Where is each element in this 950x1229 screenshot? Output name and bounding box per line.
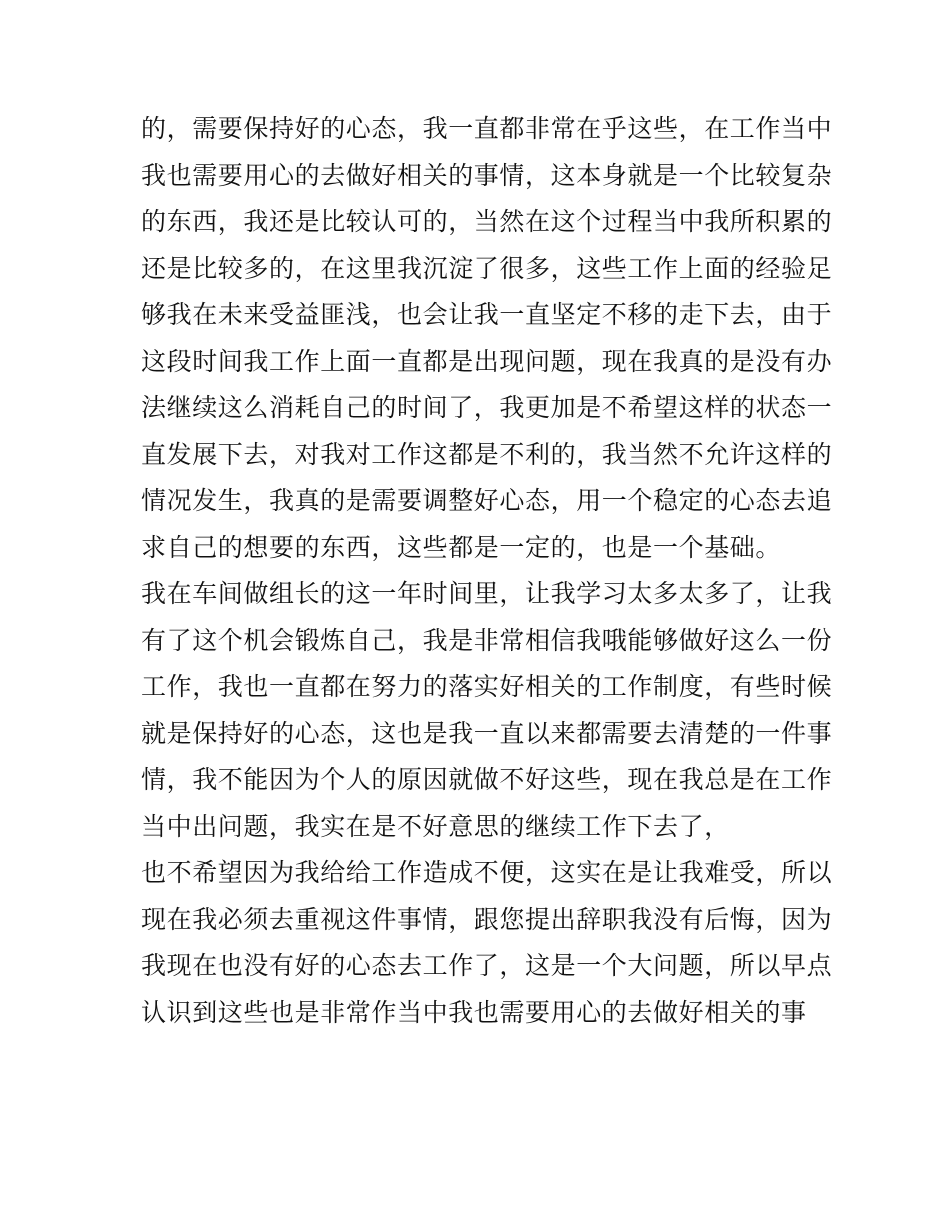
document-body	[141, 106, 833, 1036]
text-line-6: 这段时间我工作上面一直都是出现问题，现在我真的是没有办	[141, 346, 833, 376]
text-line-13: 工作，我也一直都在努力的落实好相关的工作制度，有些时候	[141, 672, 833, 701]
text-line-1: 的，需要保持好的心态，我一直都非常在乎这些，在工作当中	[141, 114, 833, 143]
text-line-17: 也不希望因为我给给工作造成不便，这实在是让我难受，所以	[141, 858, 833, 887]
text-line-10: 求自己的想要的东西，这些都是一定的，也是一个基础。	[141, 532, 782, 562]
text-line-15: 情，我不能因为个人的原因就做不好这些，现在我总是在工作	[141, 765, 833, 794]
text-line-16: 当中出问题，我实在是不好意思的继续工作下去了，	[141, 811, 730, 841]
text-line-2: 我也需要用心的去做好相关的事情，这本身就是一个比较复杂	[141, 160, 833, 190]
text-line-5: 够我在未来受益匪浅，也会让我一直坚定不移的走下去，由于	[141, 300, 833, 329]
text-line-11: 我在车间做组长的这一年时间里，让我学习太多太多了，让我	[141, 579, 833, 608]
text-line-4: 还是比较多的，在这里我沉淀了很多，这些工作上面的经验足	[141, 253, 833, 283]
text-line-3: 的东西，我还是比较认可的，当然在这个过程当中我所积累的	[141, 207, 833, 236]
text-line-20: 认识到这些也是非常作当中我也需要用心的去做好相关的事	[141, 997, 807, 1027]
text-line-9: 情况发生，我真的是需要调整好心态，用一个稳定的心态去追	[141, 486, 833, 515]
text-line-14: 就是保持好的心态，这也是我一直以来都需要去清楚的一件事	[141, 718, 833, 748]
text-line-19: 我现在也没有好的心态去工作了，这是一个大问题，所以早点	[141, 951, 833, 980]
text-line-7: 法继续这么消耗自己的时间了，我更加是不希望这样的状态一	[141, 393, 833, 422]
text-line-18: 现在我必须去重视这件事情，跟您提出辞职我没有后悔，因为	[141, 904, 833, 934]
text-line-8: 直发展下去，对我对工作这都是不利的，我当然不允许这样的	[141, 439, 833, 469]
text-line-12: 有了这个机会锻炼自己，我是非常相信我哦能够做好这么一份	[141, 625, 833, 655]
